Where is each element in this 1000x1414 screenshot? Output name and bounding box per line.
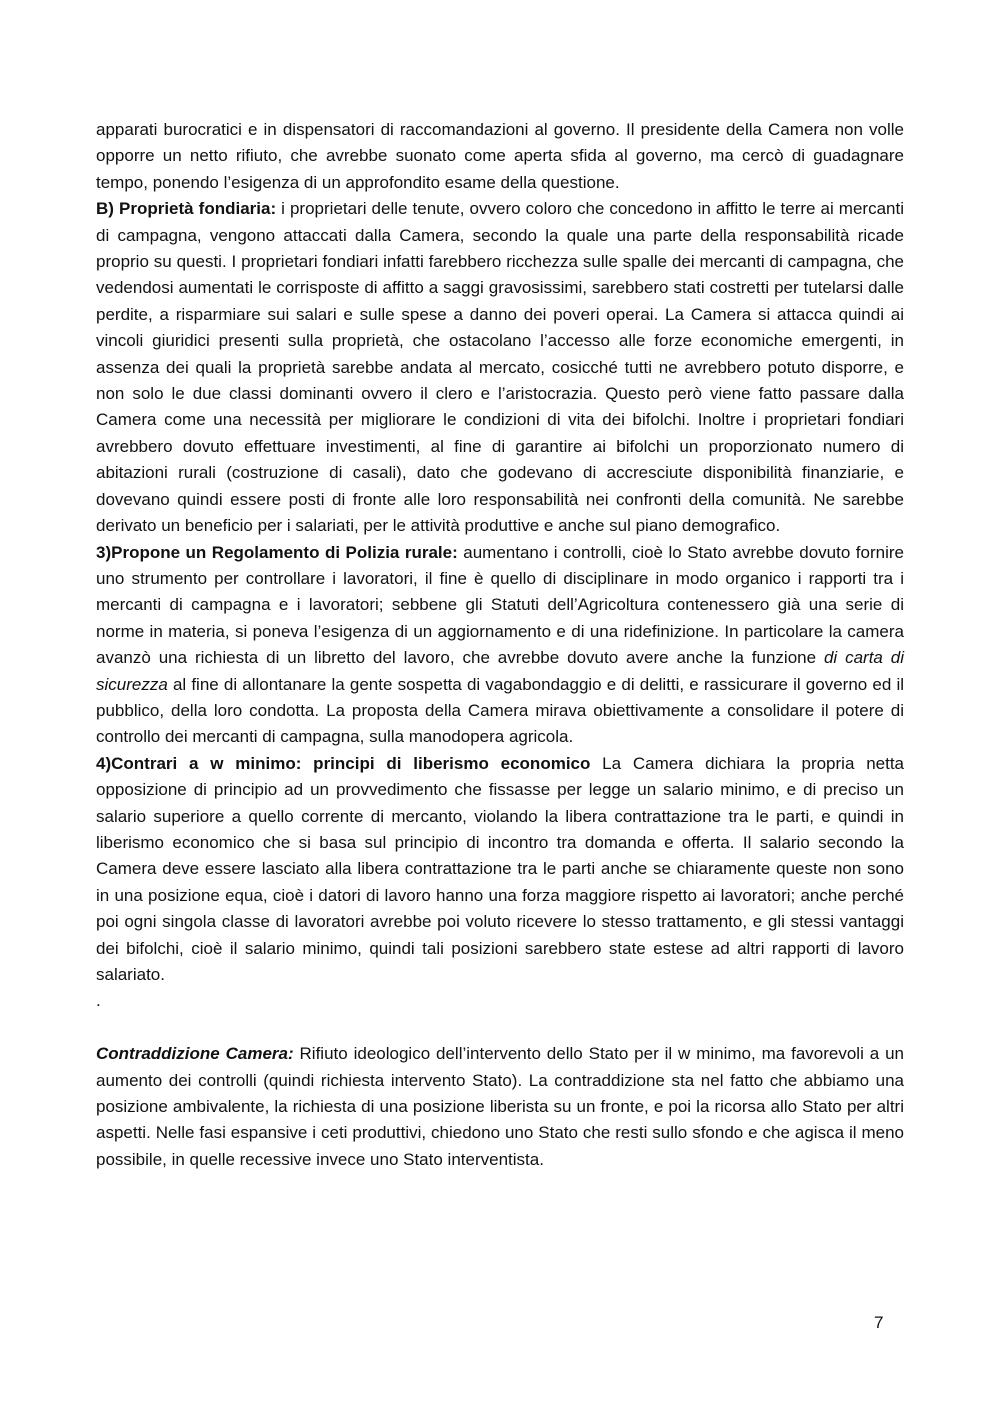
dot-line: . — [96, 991, 101, 1011]
paragraph-3-text-before: aumentano i controlli, cioè lo Stato avrebbe dovuto fornire uno strumento per controllare i lavoratori, il fine è quello di disciplinare in modo organico i rapporti tra i mercanti di campagna e i lavoratori; sebbene gli Statuti dell’Agricoltura contenessero già una serie di norme in materia, si poneva l’esigenza di un aggiornamento e di una ridefinizione. In particolare la camera avanzò una richiesta di un libretto del lavoro, che avrebbe dovuto avere anche la funzione — [96, 542, 904, 668]
page-number: 7 — [874, 1313, 884, 1332]
paragraph-b-proprieta-fondiaria — [96, 196, 904, 539]
blank-line — [96, 1015, 904, 1041]
paragraph-intro — [96, 117, 904, 196]
paragraph-contraddizione-text: Rifiuto ideologico dell’intervento dello Stato per il w minimo, ma favorevoli a un aumento dei controlli (quindi richiesta intervento Stato). La contraddizione sta nel fatto che abbiamo una posizione ambivalente, la richiesta di una posizione liberista su un fronte, e poi la ricorsa allo Stato per altri aspetti. Nelle fasi espansive i ceti produttivi, chiedono uno Stato che resti sullo sfondo e che agisca il meno possibile, in quelle recessive invece uno Stato interventista. — [96, 1044, 904, 1169]
paragraph-4-text: La Camera dichiara la propria netta opposizione di principio ad un provvedimento che fissasse per legge un salario minimo, e di preciso un salario superiore a quello corrente di mercanto, violando la libera contrattazione tra le parti, e quindi in liberismo economico che si basa sul principio di incontro tra domanda e offerta. Il salario secondo la Camera deve essere lasciato alla libera contrattazione tra le parti anche se chiaramente queste non sono in una posizione equa, cioè i datori di lavoro hanno una forza maggiore rispetto ai lavoratori; anche perché poi ogni singola classe di lavoratori avrebbe poi voluto ricevere lo stesso trattamento, e gli stessi vantaggi dei bifolchi, cioè il salario minimo, quindi tali posizioni sarebbero state estese ad altri rapporti di lavoro salariato. — [96, 753, 905, 984]
paragraph-contraddizione — [96, 1041, 904, 1173]
section-heading-contraddizione: Contraddizione Camera: — [96, 1044, 294, 1064]
paragraph-intro-text: apparati burocratici e in dispensatori di raccomandazioni al governo. Il presidente della Camera non volle opporre un netto rifiuto, che avrebbe suonato come aperta sfida al governo, ma cercò di guadagnare tempo, ponendo l’esigenza di un approfondito esame della questione. — [96, 120, 904, 192]
paragraph-3-polizia-rurale — [96, 540, 904, 751]
paragraph-3-text-after: al fine di allontanare la gente sospetta di vagabondaggio e di delitti, e rassicurare il governo ed il pubblico, della loro condotta. La proposta della Camera mirava obiettivamente a consolidare il potere di controllo dei mercanti di campagna, sulla manodopera agricola. — [96, 674, 904, 747]
document-body — [96, 117, 904, 1173]
section-heading-4: 4)Contrari a w minimo: principi di liberismo economico — [96, 753, 591, 773]
paragraph-b-text: i proprietari delle tenute, ovvero coloro che concedono in affitto le terre ai mercanti di campagna, vengono attaccati dalla Camera, secondo la quale una parte della responsabilità ricade proprio su questi. I proprietari fondiari infatti farebbero ricchezza sulle spalle dei mercanti di campagna, che vedendosi aumentati le corrisposte di affitto a saggi gravosissimi, sarebbero stati costretti per tutelarsi dalle perdite, a risparmiare sui salari e sulle spese a danno dei poveri operai. La Camera si attacca quindi ai vincoli giuridici presenti sulla proprietà, che ostacolano l’accesso alle forze economiche emergenti, in assenza dei quali la proprietà sarebbe andata al mercato, cosicché tutti ne avrebbero potuto disporre, e non solo le due classi dominanti ovvero il clero e l’aristocrazia. Questo però viene fatto passare dalla Camera come una necessità per migliorare le condizioni di vita dei bifolchi. Inoltre i proprietari fondiari avrebbero dovuto effettuare investimenti, al fine di garantire ai bifolchi un proporzionato numero di abitazioni rurali (costruzione di casali), dato che godevano di accresciute disponibilità finanziarie, e dovevano quindi essere posti di fronte alle loro responsabilità nei confronti della comunità. Ne sarebbe derivato un beneficio per i salariati, per le attività produttive e anche sul piano demografico. — [96, 199, 904, 536]
paragraph-3-italic-phrase: di carta di sicurezza — [96, 648, 904, 694]
paragraph-4-liberismo — [96, 751, 904, 989]
section-heading-b: B) Proprietà fondiaria: — [96, 199, 277, 219]
section-heading-3: 3)Propone un Regolamento di Polizia rurale: — [96, 542, 458, 562]
